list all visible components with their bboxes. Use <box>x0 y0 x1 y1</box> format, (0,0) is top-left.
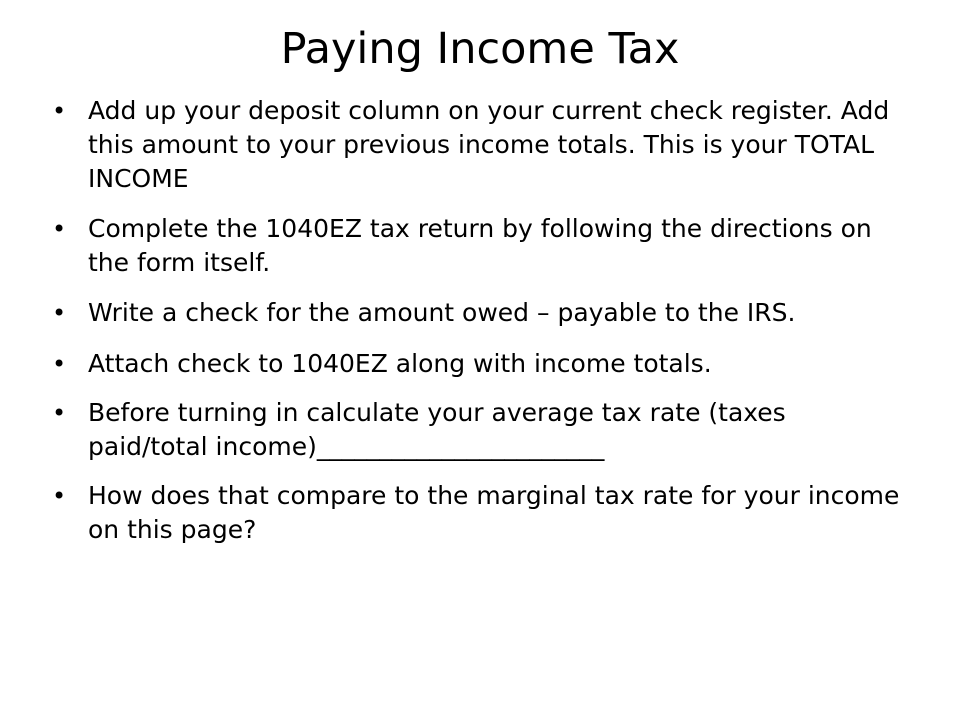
bullet-text: Before turning in calculate your average tax rate (taxes paid/total income)_______________________ <box>88 398 786 461</box>
bullet-dot-icon: • <box>52 350 67 378</box>
bullet-text: Add up your deposit column on your current check register. Add this amount to your previous income totals. This is your TOTAL INCOME <box>88 96 890 193</box>
bullet-text: How does that compare to the marginal tax rate for your income on this page? <box>88 481 900 544</box>
bullet-dot-icon: • <box>52 97 67 125</box>
bullet-item <box>48 296 908 330</box>
bullet-item <box>48 479 908 547</box>
bullet-dot-icon: • <box>52 299 67 327</box>
bullet-dot-icon: • <box>52 215 67 243</box>
bullet-list <box>48 94 908 563</box>
bullet-text: Write a check for the amount owed – payable to the IRS. <box>88 298 796 327</box>
bullet-dot-icon: • <box>52 482 67 510</box>
bullet-item <box>48 396 908 464</box>
bullet-text: Complete the 1040EZ tax return by following the directions on the form itself. <box>88 214 872 277</box>
bullet-item <box>48 94 908 196</box>
bullet-text: Attach check to 1040EZ along with income totals. <box>88 349 712 378</box>
bullet-item <box>48 212 908 280</box>
bullet-item <box>48 347 908 381</box>
slide-title: Paying Income Tax <box>280 24 680 74</box>
bullet-dot-icon: • <box>52 399 67 427</box>
